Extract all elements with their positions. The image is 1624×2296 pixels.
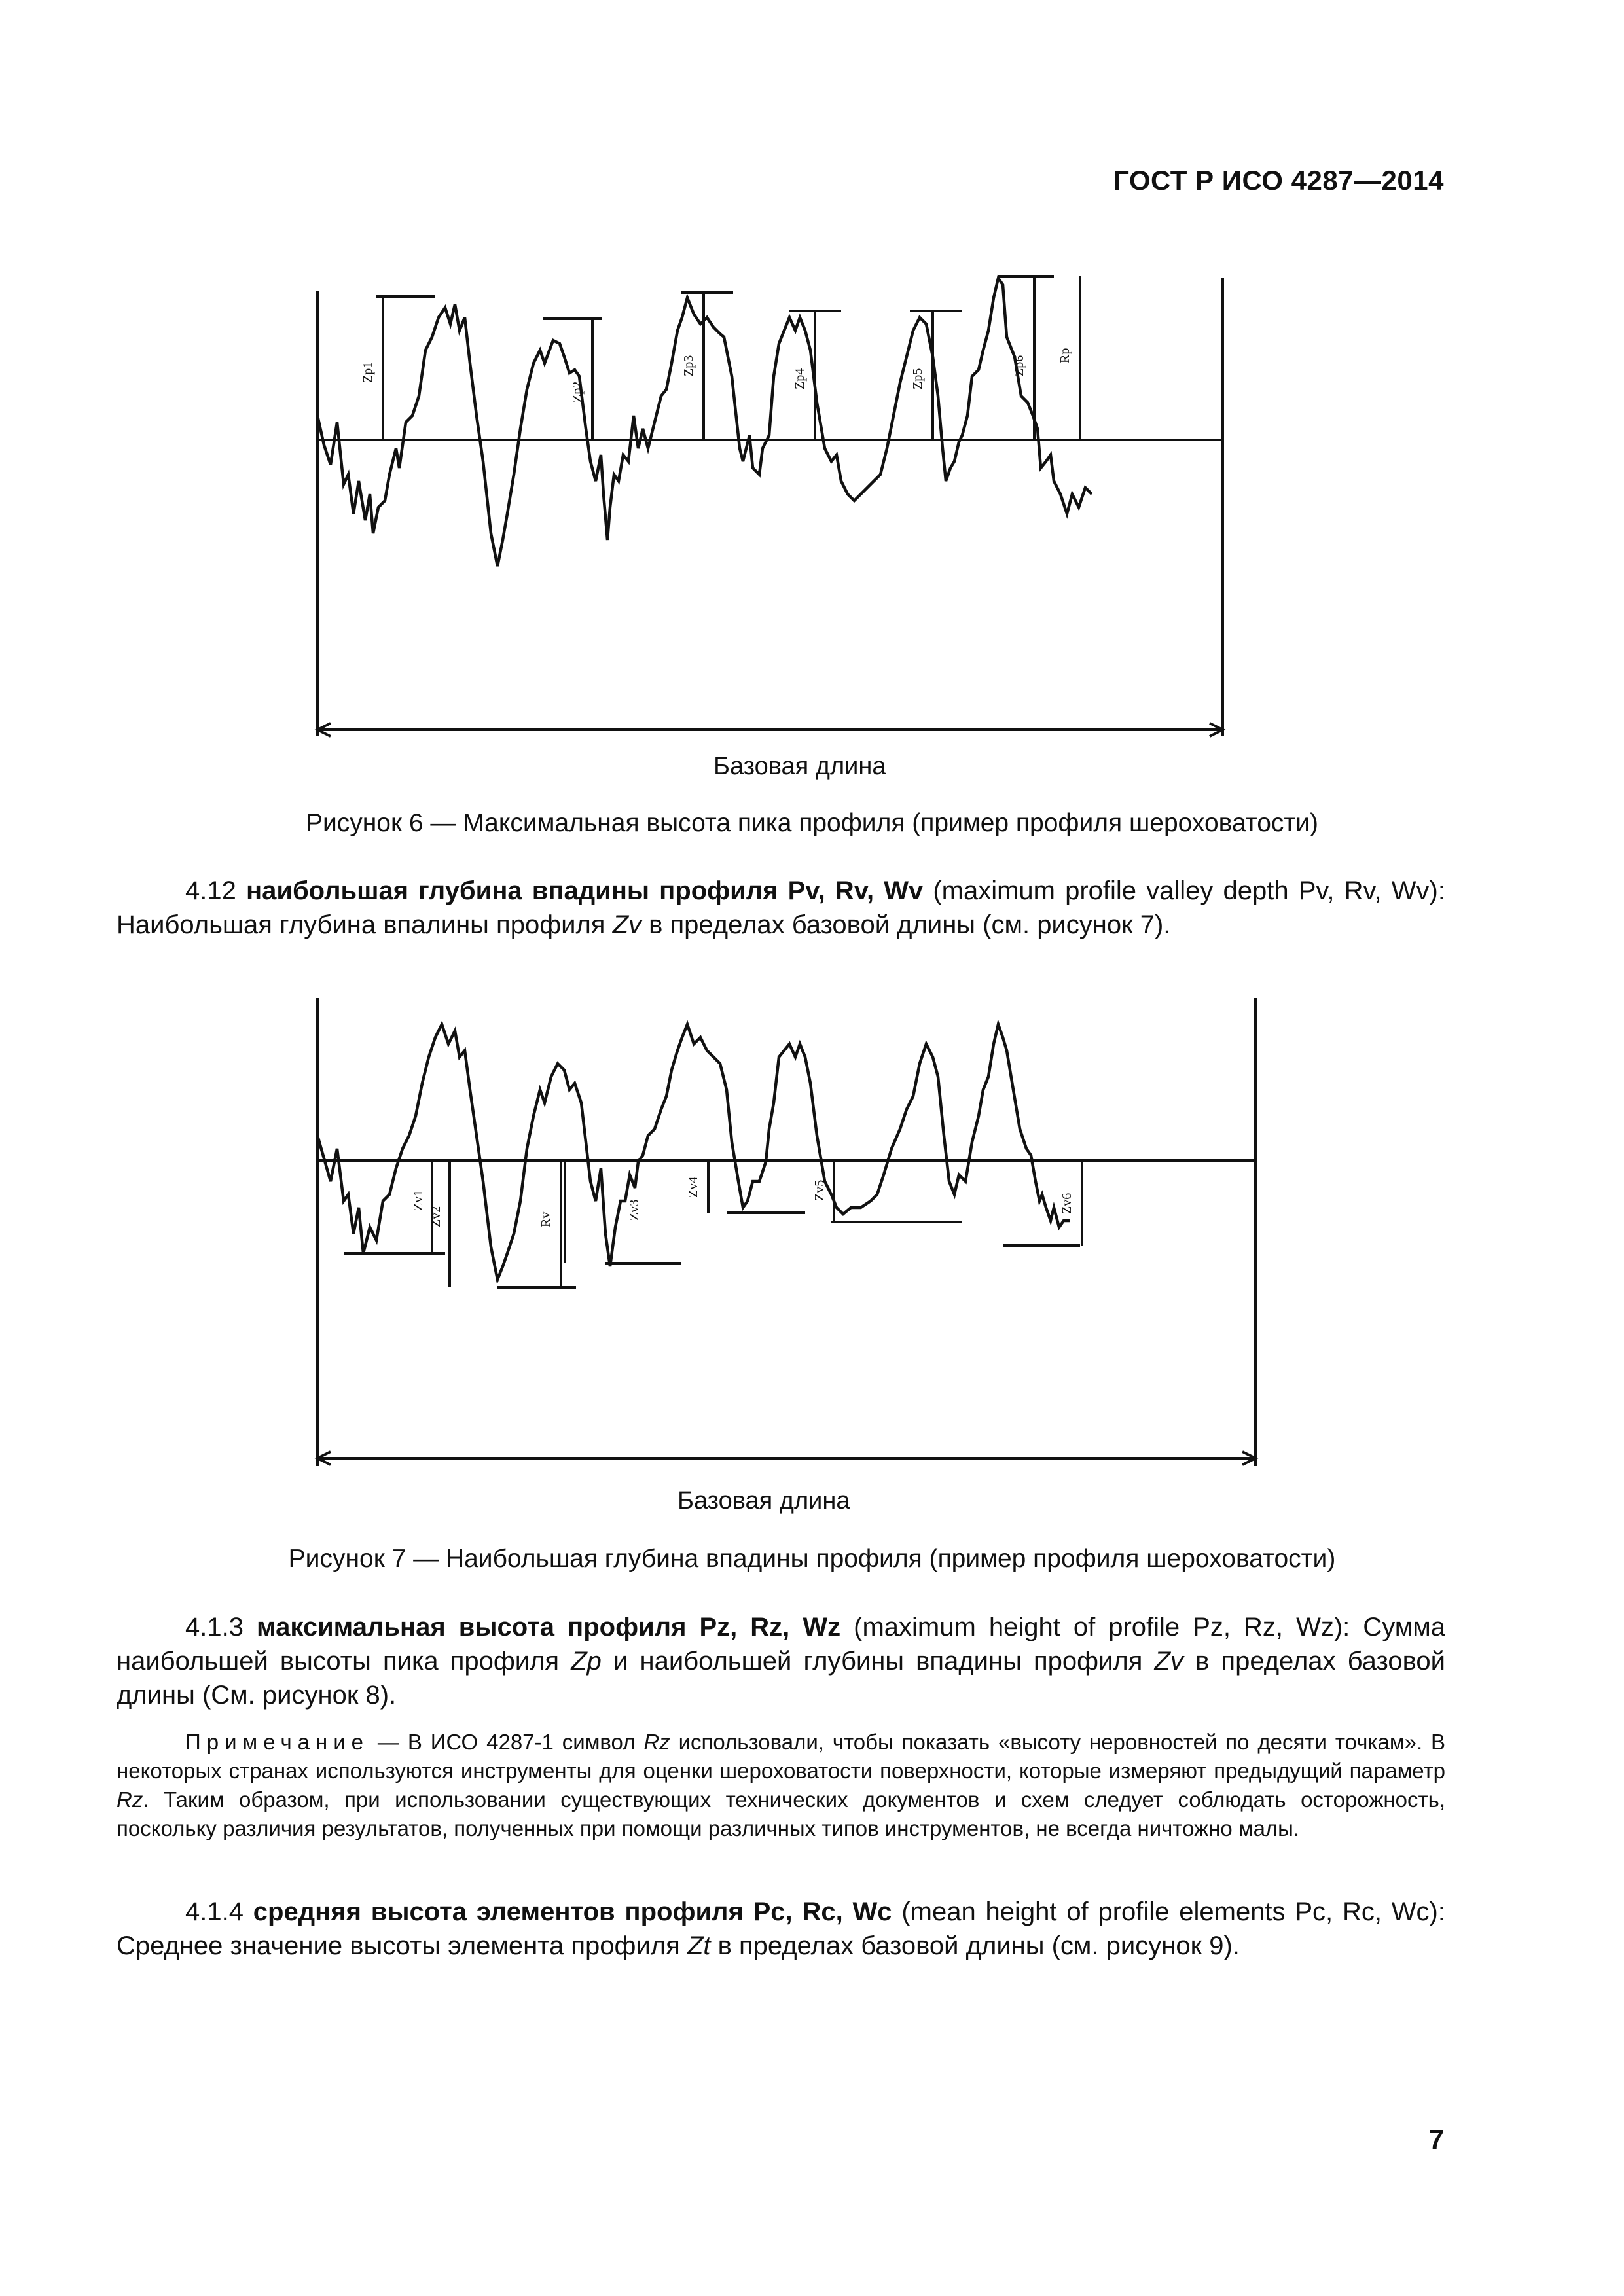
note-label: Примечание xyxy=(185,1730,370,1754)
note-paragraph: Примечание — В ИСО 4287-1 символ Rz использовали, чтобы показать «высоту неровностей по десяти точкам». В некоторых странах используются инструменты для оценки шероховатости поверхности, которые измеряют предыдущий параметр Rz. Таким образом, при использовании существующих технических документов и схем следует соблюдать осторожность, поскольку различия результатов, полученных при помощи различных типов инструментов, не всегда ничтожно малы. xyxy=(117,1730,1446,1840)
mark-zp4: Zp4 xyxy=(793,368,807,389)
figure-7-base-length-label: Базовая длина xyxy=(677,1487,850,1515)
figure-7-caption: Рисунок 7 — Наибольшая глубина впадины профиля (пример профиля шероховатости) xyxy=(288,1545,1336,1573)
mark-rp: Rp xyxy=(1058,348,1072,363)
mark-zp5: Zp5 xyxy=(911,368,925,389)
mark-zv2: Zv2 xyxy=(429,1206,443,1227)
mark-rv: Rv xyxy=(539,1211,553,1227)
figure-6-caption: Рисунок 6 — Максимальная высота пика профиля (пример профиля шероховатости) xyxy=(305,809,1319,837)
paragraph-4-1-2: 4.12 наибольшая глубина впадины профиля Pv, Rv, Wv (maximum profile valley depth Pv, Rv, Wv): Наибольшая глубина впалины профиля Zv в пределах базовой длины (см. рисунок 7). xyxy=(117,876,1445,939)
figure-6-profile-diagram xyxy=(308,259,1237,749)
term: максимальная высота профиля Pz, Rz, Wz xyxy=(257,1613,841,1641)
section-number: 4.1.4 xyxy=(185,1897,244,1926)
figure-6-base-length-label: Базовая длина xyxy=(713,753,886,780)
paragraph-4-1-3: 4.1.3 максимальная высота профиля Pz, Rz, Wz (maximum height of profile Pz, Rz, Wz): Сумма наибольшей высоты пика профиля Zp и наибольшей глубины впадины профиля Zv в пределах базовой длины (См. рисунок 8). xyxy=(117,1613,1445,1710)
mark-zv4: Zv4 xyxy=(686,1176,700,1198)
mark-zp6: Zp6 xyxy=(1012,355,1026,376)
figure-7-profile-diagram xyxy=(308,985,1270,1482)
page-number: 7 xyxy=(1428,2124,1444,2155)
mark-zp3: Zp3 xyxy=(681,355,696,376)
mark-zv1: Zv1 xyxy=(411,1189,425,1211)
section-number: 4.12 xyxy=(185,876,236,905)
section-number: 4.1.3 xyxy=(185,1613,244,1641)
mark-zp1: Zp1 xyxy=(361,361,375,383)
standard-header: ГОСТ Р ИСО 4287—2014 xyxy=(1113,165,1444,196)
mark-zv6: Zv6 xyxy=(1060,1193,1074,1214)
mark-zv5: Zv5 xyxy=(812,1179,827,1201)
mark-zv3: Zv3 xyxy=(627,1199,641,1221)
term: средняя высота элементов профиля Pc, Rc, Wc xyxy=(253,1897,892,1926)
term: наибольшая глубина впадины профиля Pv, Rv, Wv xyxy=(245,876,924,905)
paragraph-4-1-4: 4.1.4 средняя высота элементов профиля Pc, Rc, Wc (mean height of profile elements Pc, Rc, Wc): Среднее значение высоты элемента профиля Zt в пределах базовой длины (см. рисунок 9). xyxy=(117,1897,1445,1960)
mark-zp2: Zp2 xyxy=(570,381,585,403)
